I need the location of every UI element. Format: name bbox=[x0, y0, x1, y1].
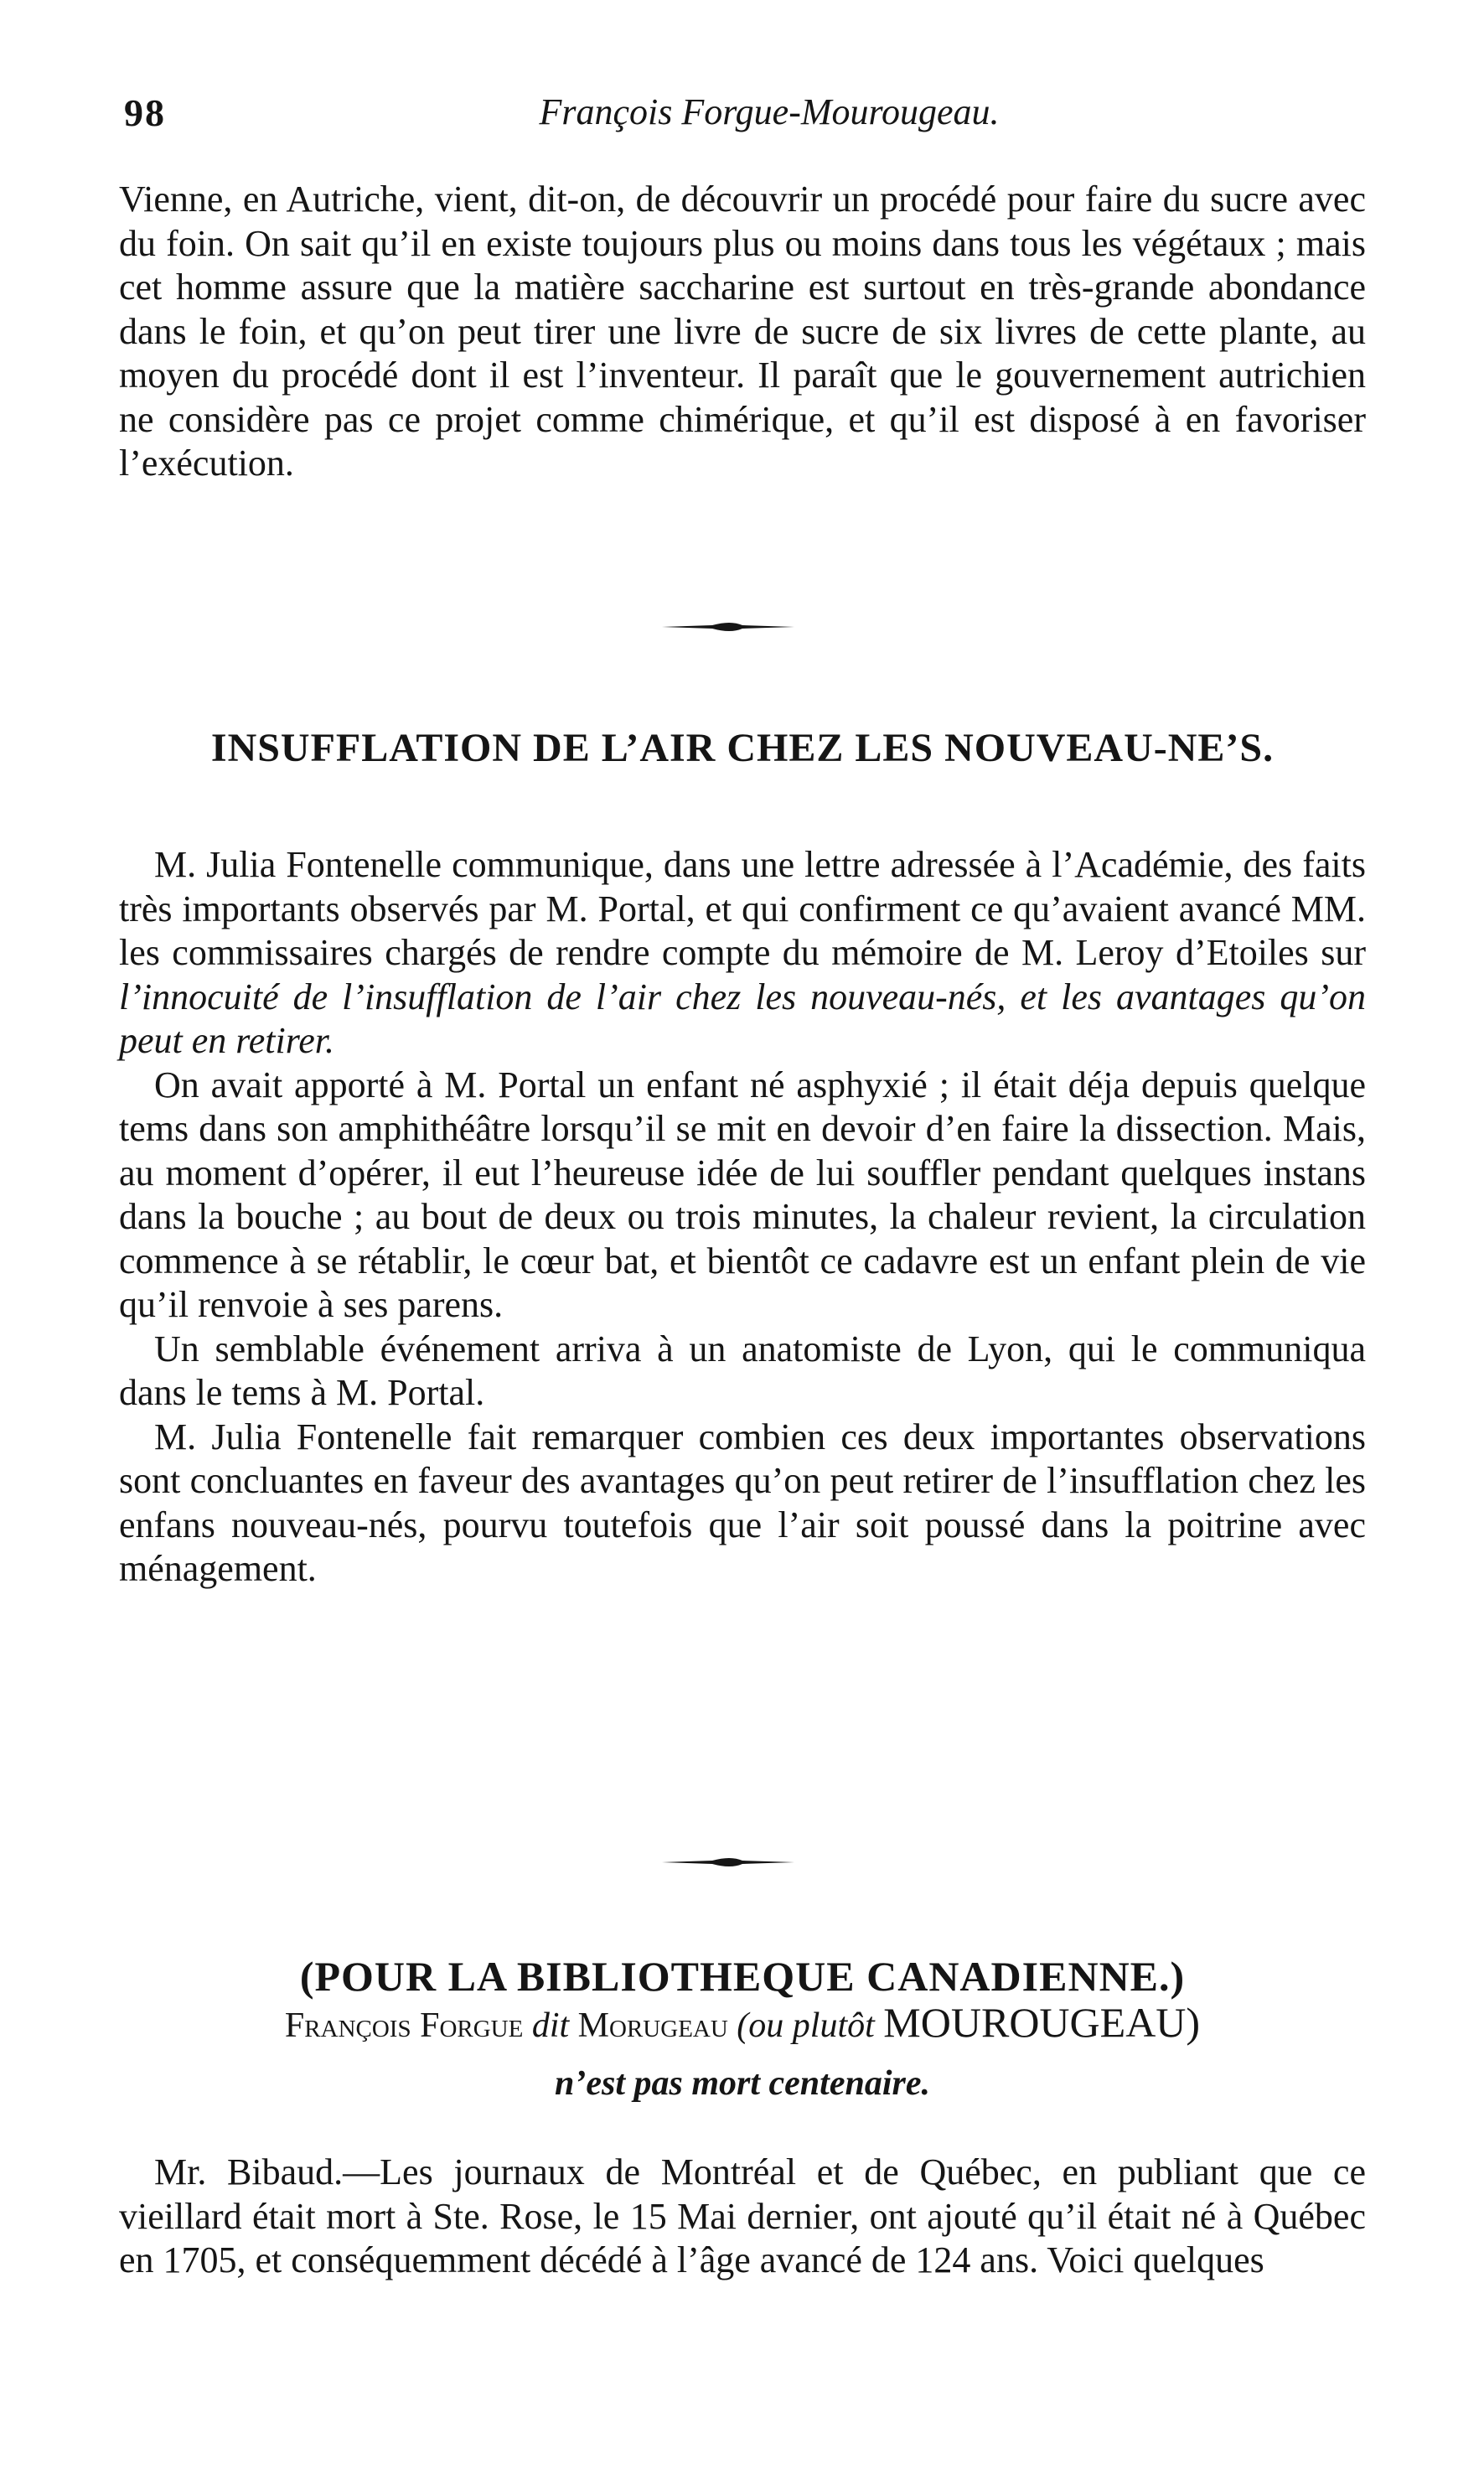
paragraph-italic-text: l’innocuité de l’insufflation de l’air chez les nouveau-nés, et les avantages qu’on peut en retirer. bbox=[119, 976, 1366, 1061]
title-dit: dit bbox=[531, 2006, 570, 2045]
paragraph: On avait apporté à M. Portal un enfant né asphyxié ; il était déja depuis quelque tems dans son amphithéâtre lorsqu’il se mit en devoir d’en faire la dissection. Mais, au moment d’opérer, il eut l’heureuse idée de lui souffler pendant quelques instans dans la bouche ; au bout de deux ou trois minutes, la chaleur revient, la circulation commence à se rétablir, le cœur bat, et bientôt ce cadavre est un enfant plein de vie qu’il renvoie à ses parens. bbox=[119, 1064, 1366, 1325]
section-divider bbox=[0, 1854, 1484, 1871]
section-divider bbox=[0, 619, 1484, 635]
article-subtitle: n’est pas mort centenaire. bbox=[555, 2064, 930, 2103]
page-header bbox=[124, 91, 1364, 149]
paragraph: M. Julia Fontenelle fait remarquer combien ces deux importantes observations sont concluantes en faveur des avantages qu’on peut retirer de l’insufflation chez les enfans nouveau-nés, pourvu toutefois que l’air soit poussé dans la poitrine avec ménagement. bbox=[119, 1416, 1366, 1589]
section-heading-bibliotheque: (POUR LA BIBLIOTHEQUE CANADIENNE.) bbox=[299, 1952, 1186, 2000]
article-title bbox=[99, 1998, 1386, 2050]
article-insufflation bbox=[119, 843, 1366, 1592]
title-mourougeau: MOUROUGEAU) bbox=[883, 1999, 1201, 2046]
paragraph-text: M. Julia Fontenelle communique, dans une lettre adressée à l’Académie, des faits très importants observés par M. Portal, et qui confirment ce qu’avaient avancé MM. les commissaires chargés de rendre compte du mémoire de M. Leroy d’Etoiles sur bbox=[119, 844, 1366, 973]
article-forgue bbox=[119, 2151, 1366, 2283]
paragraph: Mr. Bibaud.—Les journaux de Montréal et de Québec, en publiant que ce vieillard était mort à Ste. Rose, le 15 Mai dernier, ont ajouté qu’il était né à Québec en 1705, et conséquemment décédé à l’âge avancé de 124 ans. Voici quelques bbox=[119, 2151, 1366, 2280]
ornament-line bbox=[662, 623, 794, 631]
title-name: François Forgue bbox=[284, 2006, 524, 2045]
article-sugar bbox=[119, 178, 1366, 486]
paragraph bbox=[119, 843, 1366, 1064]
ornament-line bbox=[662, 1858, 794, 1866]
paragraph: Vienne, en Autriche, vient, dit-on, de découvrir un procédé pour faire du sucre avec du foin. On sait qu’il en existe toujours plus ou moins dans tous les végétaux ; mais cet homme assure que la matière saccharine est surtout en très-grande abondance dans le foin, et qu’on peut tirer une livre de sucre de six livres de cette plante, au moyen du procédé dont il est l’inventeur. Il paraît que le gouvernement autrichien ne considère pas ce projet comme chimérique, et qu’il est disposé à en favoriser l’exécution. bbox=[119, 179, 1366, 484]
running-title: François Forgue-Mourougeau. bbox=[539, 91, 1000, 132]
page-number: 98 bbox=[124, 91, 166, 134]
paragraph: Un semblable événement arriva à un anatomiste de Lyon, qui le communiqua dans le tems à M. Portal. bbox=[119, 1328, 1366, 1413]
section-heading-insufflation: INSUFFLATION DE L’AIR CHEZ LES NOUVEAU-NE’S. bbox=[210, 725, 1275, 770]
title-alias: Morugeau bbox=[577, 2006, 728, 2045]
title-ou-plutot: (ou plutôt bbox=[737, 2006, 875, 2045]
